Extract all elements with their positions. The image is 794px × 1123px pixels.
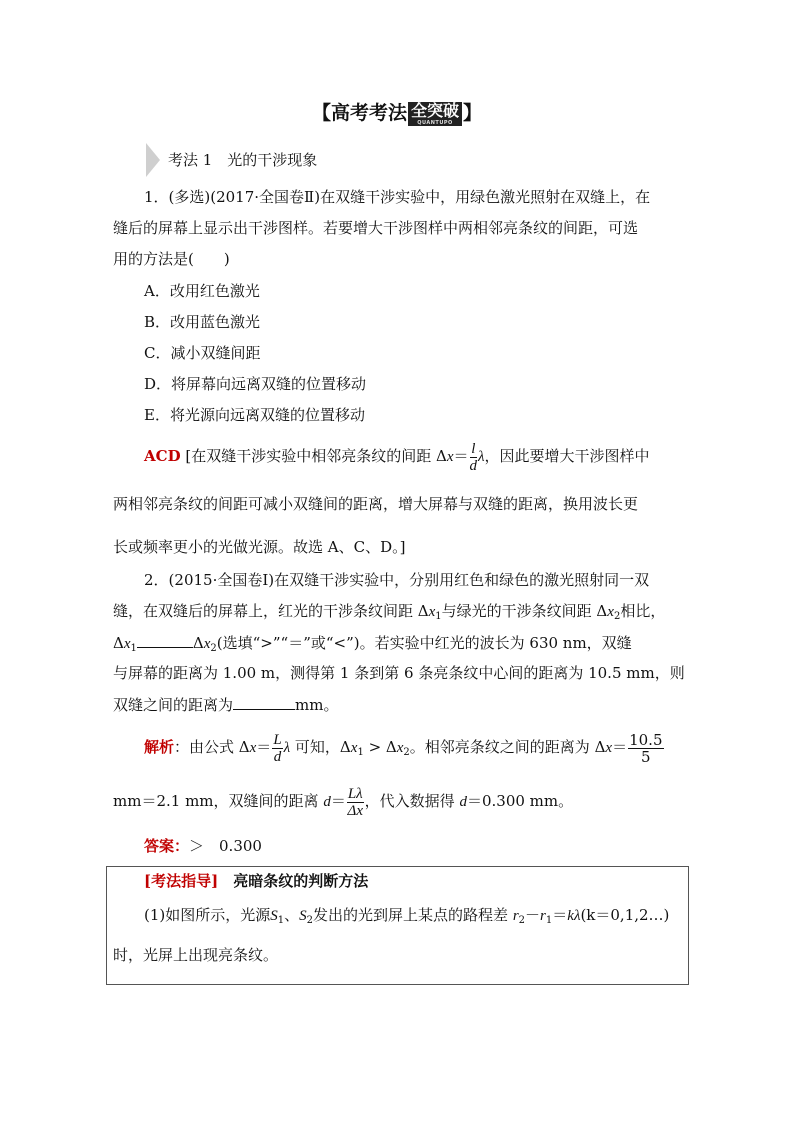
q1-line2: 缝后的屏幕上显示出干涉图样。若要增大干涉图样中两相邻亮条纹的间距，可选 <box>113 219 639 237</box>
triangle-icon <box>146 143 160 177</box>
q2-blank-2[interactable] <box>233 695 295 710</box>
q1-line3: 用的方法是( ) <box>113 250 230 268</box>
q2-line1: 2．(2015·全国卷Ⅰ)在双缝干涉实验中，分别用红色和绿色的激光照射同一双 <box>144 571 650 589</box>
q1-option-a: A．改用红色激光 <box>144 282 260 300</box>
q2-line2-c: 相比， <box>620 602 666 620</box>
q1-exp-text-b: ，因此要增大干涉图样中 <box>484 447 650 465</box>
badge-logo <box>408 102 462 126</box>
q1-explanation-line3: 长或频率更小的光做光源。故选 A、C、D。] <box>113 538 406 556</box>
q2-jx2-b: ，代入数据得 <box>364 792 455 810</box>
q2-line4: 与屏幕的距离为 1.00 m，测得第 1 条到第 6 条亮条纹中心间的距离为 10.5 mm，则 <box>113 664 685 682</box>
q1-option-e: E．将光源向远离双缝的位置移动 <box>144 406 365 424</box>
q1-explanation-line1: ACD [在双缝干涉实验中相邻亮条纹的间距 Δx＝ $\frac{l}{d}$ λ，因此要增大干涉图样中 <box>144 440 650 474</box>
q2-line2: 缝，在双缝后的屏幕上，红光的干涉条纹间距 $\Delta x_1$与绿光的干涉条纹间距 $\Delta x_2$相比， <box>113 602 666 622</box>
page-header <box>0 98 794 126</box>
q2-blank-1[interactable] <box>137 633 193 648</box>
box-line1-b: 发出的光到屏上某点的路程差 <box>313 906 509 924</box>
section-label: 考法 1 光的干涉现象 <box>168 151 318 169</box>
box-line1-a: (1)如图所示，光源 <box>144 906 271 924</box>
q1-line1: 1．(多选)(2017·全国卷Ⅱ)在双缝干涉实验中，用绿色激光照射在双缝上，在 <box>144 188 651 206</box>
q2-line5-unit: mm。 <box>295 696 339 714</box>
header-title: 高考考法 <box>330 102 407 124</box>
q2-jx2-c: ＝0.300 mm。 <box>466 792 574 810</box>
q1-explanation-line2: 两相邻亮条纹的间距可减小双缝间的距离，增大屏幕与双缝的距离，换用波长更 <box>113 495 639 513</box>
box-heading <box>144 872 368 890</box>
header-close-bracket: 】 <box>463 102 483 124</box>
q2-answer-label: 答案： <box>144 837 190 855</box>
q1-option-b: B．改用蓝色激光 <box>144 313 261 331</box>
q2-jx2-a: mm＝2.1 mm，双缝间的距离 <box>113 792 319 810</box>
section-heading <box>146 143 446 177</box>
q2-solution-line2: mm＝2.1 mm，双缝间的距离 d＝ $\frac{L\lambda}{\Delta x}$ ，代入数据得 d＝0.300 mm。 <box>113 785 574 819</box>
q2-line3: $\Delta x_1$ $\Delta x_2$(选填“>”“＝”或“<”)。若实验中红光的波长为 630 nm，双缝 <box>113 634 632 654</box>
q1-option-d: D．将屏幕向远离双缝的位置移动 <box>144 375 367 393</box>
q2-line5 <box>113 695 338 714</box>
q2-jiexi-c: 。相邻亮条纹之间的距离为 Δ <box>409 738 606 756</box>
q2-jiexi-a: ：由公式 Δ <box>174 738 250 756</box>
q2-line2-b: 与绿光的干涉条纹间距 Δ <box>441 602 608 620</box>
box-line1-c: (k＝0,1,2…) <box>580 906 670 924</box>
q2-line5-text: 双缝之间的距离为 <box>113 696 234 714</box>
q2-line2-a: 缝，在双缝后的屏幕上，红光的干涉条纹间距 Δ <box>113 602 429 620</box>
q1-answer: ACD <box>144 447 181 465</box>
badge-subtext: QUANTUPO <box>417 119 453 126</box>
q2-jiexi-b: 可知，Δ <box>290 738 351 756</box>
q2-solution-line1: 解析：由公式 Δx＝ $\frac{L}{d}$ λ 可知，$\Delta x_1 > \Delta x_2$。相邻亮条纹之间的距离为 Δx＝ $\frac{10.5}{5}$ <box>144 730 663 766</box>
q1-option-c: C．减小双缝间距 <box>144 344 261 362</box>
q1-exp-text-a: [在双缝干涉实验中相邻亮条纹的间距 Δ <box>185 447 447 465</box>
header-open-bracket: 【 <box>311 102 331 124</box>
box-line2: 时，光屏上出现亮条纹。 <box>113 946 279 964</box>
q2-line3-b: (选填“>”“＝”或“<”)。若实验中红光的波长为 630 nm，双缝 <box>216 634 632 652</box>
box-tag: [考法指导] <box>144 872 219 890</box>
q2-answer-value: ＞ 0.300 <box>189 837 262 855</box>
badge-text: 全突破 <box>411 100 460 120</box>
box-title: 亮暗条纹的判断方法 <box>233 872 369 890</box>
q2-answer-line <box>144 837 262 855</box>
q2-jiexi-label: 解析 <box>144 738 175 756</box>
box-line1: (1)如图所示，光源$S_1$、$S_2$发出的光到屏上某点的路程差 $r_2-r_1=k\lambda(k=0,1,2\dots)$ <box>144 906 670 926</box>
